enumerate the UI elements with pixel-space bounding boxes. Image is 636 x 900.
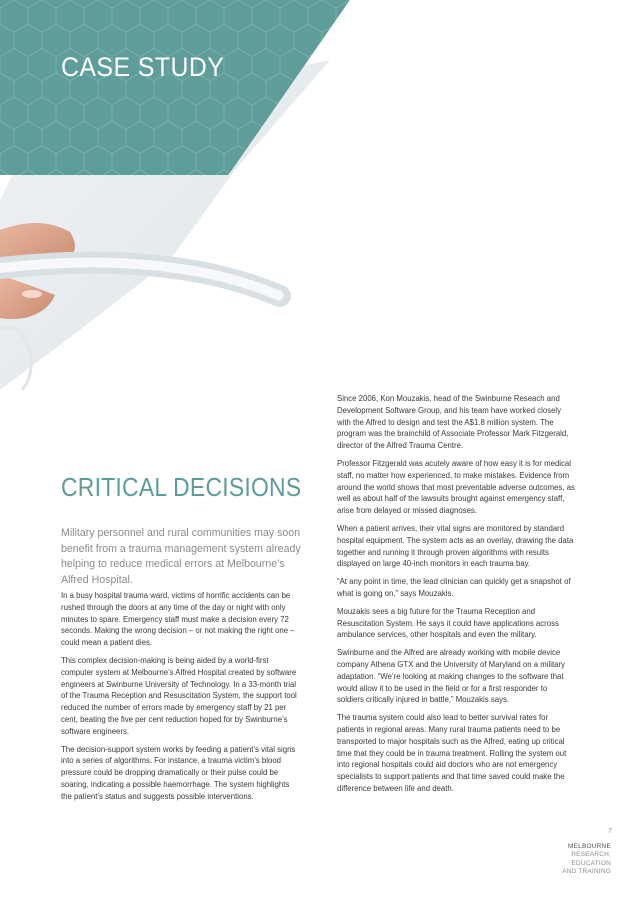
tagline-line: AND TRAINING xyxy=(562,867,611,875)
tagline-line: RESEARCH, xyxy=(571,851,611,859)
paragraph: When a patient arrives, their vital signs are monitored by standard hospital equipment. The system acts as an overlay, drawing the data together and running it through proven algorithms with results displayed on large 40-inch monitors in each trauma bay. xyxy=(337,523,574,569)
paragraph: In a busy hospital trauma ward, victims of horrific accidents can be rushed through the doors at any time of the day or night with only minutes to spare. Emergency staff must make a decision every 72 seconds. Making the wrong decision – or not making the right one – could mean a patient dies. xyxy=(61,591,295,648)
paragraph: Swinburne and the Alfred are already working with mobile device company Athena GTX and the University of Maryland on a military adaptation. “We’re looking at making changes to the software that would allow it to be used in the field or for a first responder to soldiers critically injured in battle,” Mouzakis says. xyxy=(337,648,565,705)
paragraph: Mouzakis sees a big future for the Trauma Reception and Resuscitation System. He says it could have applications across ambulance services, other hospitals and even the military. xyxy=(337,606,559,640)
right-column xyxy=(337,393,575,801)
section-label: CASE STUDY xyxy=(61,52,225,82)
paragraph: The decision-support system works by feeding a patient’s vital signs into a series of algorithms. For instance, a trauma victim’s blood pressure could be dropping dramatically or their pulse could be soaring, indicating a possible haemorrhage. The system highlights the patient’s status and suggests possible interventions. xyxy=(61,744,296,801)
paragraph: “At any point in time, the lead clinician can quickly get a snapshot of what is going on,” says Mouzakis. xyxy=(337,577,571,598)
case-study-banner xyxy=(0,0,350,175)
page-number: 7 xyxy=(608,828,612,835)
paragraph: Since 2006, Kon Mouzakis, head of the Swinburne Reseach and Development Software Group, and his team have worked closely with the Alfred to design and test the A$1.8 million system. The program was the brainchild of Associate Professor Mark Fitzgerald, director of the Alfred Trauma Centre. xyxy=(337,394,569,451)
footer-tagline xyxy=(562,843,611,876)
paragraph: The trauma system could also lead to better survival rates for patients in regional areas. Many rural trauma patients need to be transported to major hospitals such as the Alfred, eating up critical time that they could be in trauma treatment. Rolling the system out into regional hospitals could aid doctors who are not emergency specialists to support patients and that time saved could make the difference between life and death. xyxy=(337,713,567,793)
tagline-line: MELBOURNE xyxy=(568,843,611,850)
left-column xyxy=(61,590,297,809)
article-intro: Military personnel and rural communities may soon benefit from a trauma management system already helping to reduce medical errors at Melbourne’s Alfred Hospital. xyxy=(61,527,301,586)
article-heading: CRITICAL DECISIONS xyxy=(61,472,302,502)
paragraph: Professor Fitzgerald was acutely aware of how easy it is for medical staff, no matter how experienced, to make mistakes. Evidence from around the world shows that most preventable adverse outcomes, as well as about half of the lawsuits brought against emergency staff, arise from delayed or missed diagnoses. xyxy=(337,458,575,516)
tagline-line: EDUCATION xyxy=(571,859,611,867)
paragraph: This complex decision-making is being aided by a world-first computer system at Melbourne’s Alfred Hospital created by software engineers at Swinburne University of Technology. In a 33-month trial of the Trauma Reception and Resuscitation System, the support tool reduced the number of errors made by emergency staff by 21 per cent, beating the five per cent reduction hoped for by Swinburne’s software engineers. xyxy=(61,655,297,736)
